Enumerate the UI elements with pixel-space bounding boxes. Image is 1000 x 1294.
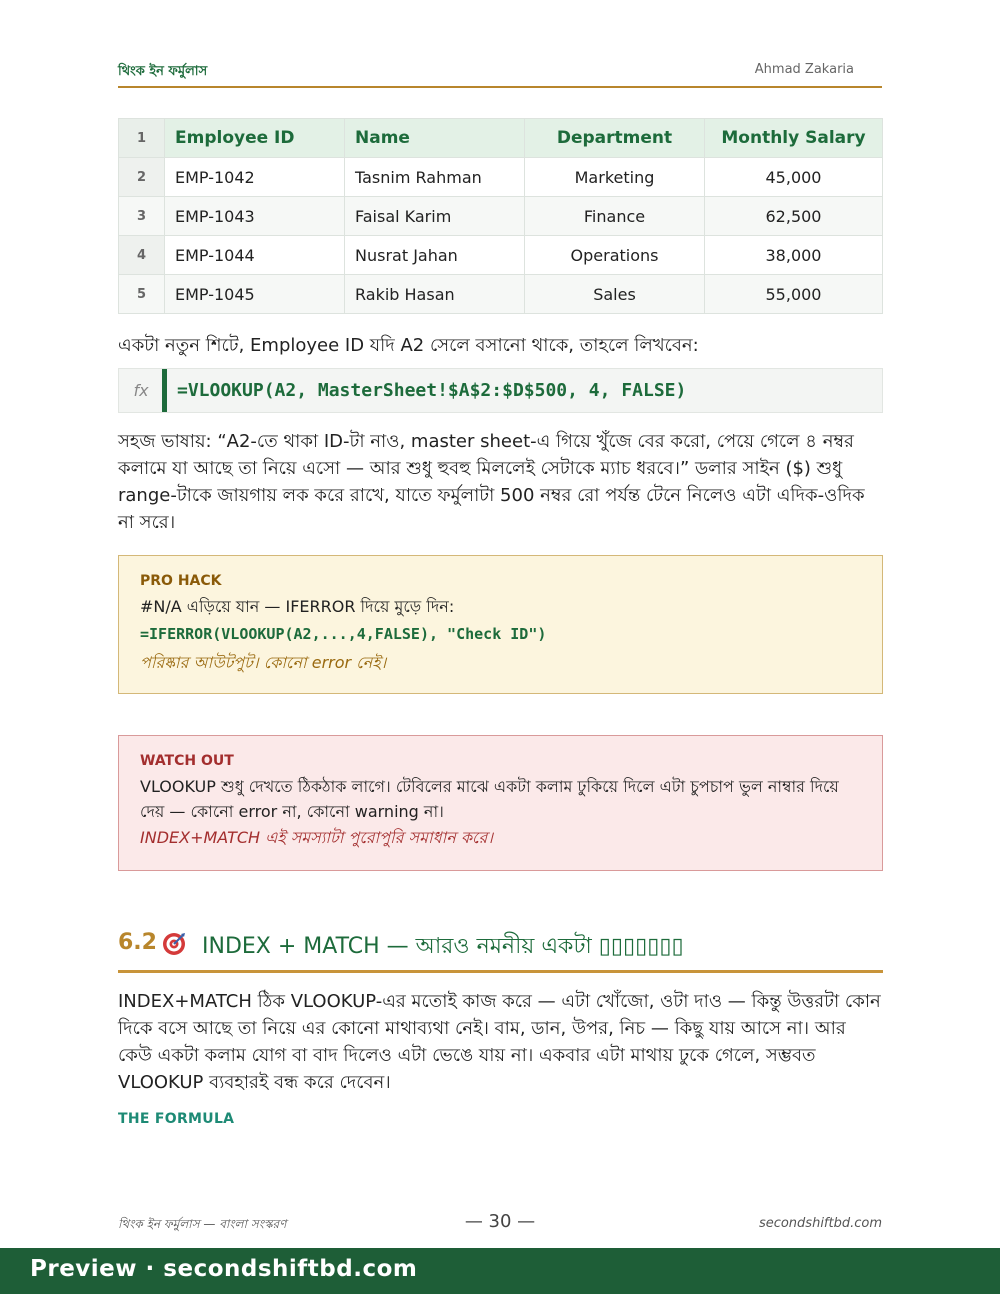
section-number: 6.2 <box>118 930 157 955</box>
cell-name: Tasnim Rahman <box>345 158 525 197</box>
watch-out-title: WATCH OUT <box>140 753 234 769</box>
watch-out-note: INDEX+MATCH এই সমস্যাটা পুরোপুরি সমাধান করে। <box>140 828 493 847</box>
cell-salary: 55,000 <box>705 275 883 314</box>
footer-book-title: থিংক ইন ফর্মুলাস — বাংলা সংস্করণ <box>118 1217 287 1231</box>
table-header-row <box>119 119 883 158</box>
author-name: Ahmad Zakaria <box>754 62 854 77</box>
cell-department: Operations <box>525 236 705 275</box>
cell-salary: 45,000 <box>705 158 883 197</box>
explanation-paragraph: সহজ ভাষায়: “A2-তে থাকা ID-টা নাও, master sheet-এ গিয়ে খুঁজে বের করো, পেয়ে গেলে ৪ নম্বর কলামে যা আছে তা নিয়ে এসো — আর শুধু হুবহু মিললেই সেটাকে ম্যাচ ধরবে।” ডলার সাইন ($) শুধু range-টাকে জায়গায় লক করে রাখে, যাতে ফর্মুলাটা 500 নম্বর রো পর্যন্ত টেনে নিলেও এটা এদিক-ওদিক না সরে। <box>118 431 865 533</box>
column-header: Employee ID <box>165 119 345 158</box>
formula-text: =VLOOKUP(A2, MasterSheet!$A$2:$D$500, 4, FALSE) <box>177 380 687 401</box>
index-match-paragraph: INDEX+MATCH ঠিক VLOOKUP-এর মতোই কাজ করে — এটা খোঁজো, ওটা দাও — কিন্তু উত্তরটা কোন দিকে বসে আছে তা নিয়ে এর কোনো মাথাব্যথা নেই। বাম, ডান, উপর, নিচ — কিছু যায় আসে না। আর কেউ একটা কলাম যোগ বা বাদ দিলেও এটা ভেঙে যায় না। একবার এটা মাথায় ঢুকে গেলে, সম্ভবত VLOOKUP ব্যবহারই বন্ধ করে দেবেন। <box>118 991 881 1093</box>
section-title: INDEX + MATCH — আরও নমনীয় একটা ▯▯▯▯▯▯▯ <box>202 934 684 959</box>
running-header <box>118 56 882 88</box>
cell-department: Finance <box>525 197 705 236</box>
table-row <box>119 158 883 197</box>
cell-employee-id: EMP-1042 <box>165 158 345 197</box>
watch-out-body: VLOOKUP শুধু দেখতে ঠিকঠাক লাগে। টেবিলের মাঝে একটা কলাম ঢুকিয়ে দিলে এটা চুপচাপ ভুল নাম্বার দিয়ে দেয় — কোনো error না, কোনো warning না। <box>140 777 839 821</box>
cell-salary: 62,500 <box>705 197 883 236</box>
row-number: 5 <box>119 275 165 314</box>
preview-banner <box>0 1248 1000 1294</box>
section-heading <box>118 926 883 973</box>
watch-out-callout <box>118 735 883 871</box>
target-icon <box>162 932 186 956</box>
fx-label: fx <box>133 381 149 400</box>
pro-hack-callout <box>118 555 883 694</box>
preview-banner-text: Preview · secondshiftbd.com <box>30 1256 418 1282</box>
row-number: 1 <box>119 119 165 158</box>
cell-name: Faisal Karim <box>345 197 525 236</box>
pro-hack-body: #N/A এড়িয়ে যান — IFERROR দিয়ে মুড়ে দিন: <box>140 597 455 616</box>
subheading: THE FORMULA <box>118 1111 235 1127</box>
book-title: থিংক ইন ফর্মুলাস <box>118 64 208 79</box>
row-number: 3 <box>119 197 165 236</box>
column-header: Name <box>345 119 525 158</box>
table-row <box>119 197 883 236</box>
column-header: Monthly Salary <box>705 119 883 158</box>
pro-hack-title: PRO HACK <box>140 573 222 589</box>
page-number: — 30 — <box>464 1211 536 1232</box>
formula-bar <box>118 368 883 413</box>
cell-department: Marketing <box>525 158 705 197</box>
cell-employee-id: EMP-1044 <box>165 236 345 275</box>
column-header: Department <box>525 119 705 158</box>
employee-table <box>118 118 883 314</box>
table-row <box>119 236 883 275</box>
row-number: 4 <box>119 236 165 275</box>
cell-employee-id: EMP-1043 <box>165 197 345 236</box>
pro-hack-note: পরিষ্কার আউটপুট। কোনো error নেই। <box>140 653 387 672</box>
cell-name: Nusrat Jahan <box>345 236 525 275</box>
footer-website: secondshiftbd.com <box>758 1216 882 1231</box>
cell-employee-id: EMP-1045 <box>165 275 345 314</box>
row-number: 2 <box>119 158 165 197</box>
cell-name: Rakib Hasan <box>345 275 525 314</box>
pro-hack-code: =IFERROR(VLOOKUP(A2,...,4,FALSE), "Check ID") <box>140 625 547 643</box>
formula-accent-bar <box>162 369 167 412</box>
cell-salary: 38,000 <box>705 236 883 275</box>
table-row <box>119 275 883 314</box>
cell-department: Sales <box>525 275 705 314</box>
intro-paragraph: একটা নতুন শিটে, Employee ID যদি A2 সেলে বসানো থাকে, তাহলে লিখবেন: <box>118 335 699 356</box>
